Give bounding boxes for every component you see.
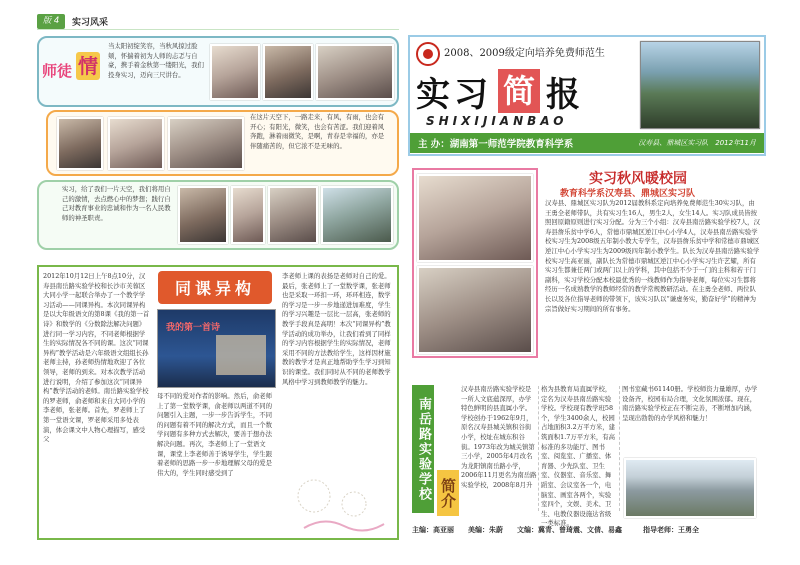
photo-teachers-group-3 (316, 44, 394, 100)
bubble-2-text: 在这片天空下，一路走来，有风，有雨，也会有开心；有阳光，微笑，也会有苦涩。我们迎着风奔跑，淋着雨微笑，是啊，青春是幸福的，亦是伴随痛苦的，但它浓不是无味的。 (250, 113, 385, 150)
photo-students-2 (231, 186, 265, 244)
school-name-vertical-text: 南岳路实验学校 (416, 396, 431, 502)
photo-teachers-group-2 (263, 44, 313, 100)
page-number-badge (37, 14, 65, 29)
article-column-1: 2012年10月12日上午8点10分，汉寿县南岳路实验学校和长沙市芙蓉区大同小学一起联合举办了一个教学学习活动——同课异构。本次同课异构是以大年级语文的第8课《我的第一首诗》和数学的《分数除法解决问题》进行同一学习内容，不同老师根据学生的实际情况各不同的课。这次“同课异构”教学活动是六年级语文组组长孙老师主持，孙老师热情地欢迎了各位领导，老师的到来。对本次教学活动进行说明，介绍了参加这次“同课异构”教学活动的老师。南岳路实验学校的罗老师，俞老师和来自大同小学的李老师，张老师。首先，罗老师上了第一堂语文课，罗老师采用多处表演，体会课文中人物心理描写，感受父 (43, 272, 150, 444)
school-emblem-icon (416, 42, 440, 66)
intro-divider-2 (619, 386, 620, 511)
intro-label-text: 简介 (439, 478, 457, 508)
school-name-vertical-banner (412, 385, 434, 513)
masthead-title-part-3: 报 (546, 74, 580, 115)
article-title-banner (158, 271, 272, 304)
photo-classroom-3 (168, 117, 244, 170)
photo-team-group-2 (417, 266, 533, 354)
masthead-title (416, 68, 636, 114)
dandelion-decoration-icon (284, 476, 394, 534)
photo-students-4 (321, 186, 393, 244)
photo-teachers-group-1 (210, 44, 260, 100)
article-column-2: 母不同的爱对作者的影响。然后，俞老师上了第一堂数学课，俞老师以两道不同的问题引入主题，一步一步告诉学生，不同的问题有着不同的解决方式，而且一个数学问题有多种方式去解决，要善于想办法解决问题。再次，李老师上了一堂语文课，课堂上李老师善于诱导学生，学生跟着老师的思路一步一步地理解父母的爱是伟大的，学生同时感受到了 (157, 392, 273, 477)
section-label: 实习风采 (72, 18, 109, 28)
photo-school-building (624, 458, 756, 518)
bubble-3-text: 实习，给了我们一片天空，我们将用自己的激情，去点燃心中的梦想；践行自己对教育事业的忠诚和作为一名人民教师的神圣职责。 (62, 185, 171, 222)
slide-title: 我的第一首诗 (166, 323, 221, 333)
slide-screen-shape (216, 335, 266, 375)
intro-label-badge (437, 470, 459, 516)
feature-subtitle: 教育科学系汉寿县、鼎城区实习队 (560, 189, 696, 199)
sponsor-text: 主 办：湖南第一师范学院教育科学系 (418, 139, 574, 150)
intro-column-1: 汉寿县南岳路实验学校是一所人文底蕴深厚，办学特色鲜明的县直属小学。学校创办于1962年9月，原名汉寿县城关镇积谷街小学，校址在城东积谷街。1973年改为城关镇第三小学，2005年4月改名为龙阳镇南岳路小学，2006年11月更名为南岳路实验学校，2008年8月升 (461, 385, 537, 489)
badge-title-part-2: 情 (78, 54, 98, 78)
footer-credits: 主编：高亚丽 美编：朱蔚 文编：冀青、曾琦震、文倩、易鑫 指导老师：王勇全 (412, 525, 699, 534)
feature-text: 汉寿县、鼎城区实习队为2012届教科系定向培养免费师范生30实习队，由王勇全老师带队，共有实习生16人，男生2人，女生14人。实习队成员皆按照回原籍原则进行实习分配。分为三个小组：汉寿县南岳路实验学校7人，汉寿县詹乐贫中学6人，常德市鼎城区逆江中心小学4人，汉寿县南岳路实验学校实习生为2008级五年制小教大专学生，汉寿县詹乐贫中学和常德市鼎城区逆江中心小学实习生为2009级四年制小教学生。队长为汉寿县南岳路实验学校实习生高亚丽，副队长为常德市鼎城区逆江中心小学实习生许艺耀，所有实习生都兼任两门或两门以上的学科，其中包括不少于一门的主科和若干门副科，实习学校分配本校最优秀的一线教师作为指导老师，每位实习生都将经历一名成熟教学的教师经常的教学常规教研活动。在主勇全老师、两位队长以及各位指导老师的带领下，该实习队以“谦虚务实，勤奋好学”的精神为宗旨做好实习期间的所有事务。 (545, 199, 760, 313)
intro-divider-1 (538, 386, 539, 511)
article-column-3: 李老师上课的表扬是老师对自己的爱。最后，张老师上了一堂数学课，张老师也是采取一环扣一环，环环相连，数学的学习是一步一步地递进加难度，学生的学习兴趣是一层比一层高，张老师的教学手段真是高明！本次“同课异构”教学活动的成功举办，让我们看到了同样的学习内容根据学生的实际情况，老师采用不同的方法教给学生，这样因材施教的教学才是真正地帮助学生学习到知识的课堂。我们同时从不同的老师教学风格中学习到教师教学的魅力。 (282, 272, 391, 386)
masthead-title-part-2: 简 (498, 69, 540, 113)
page-number-text: 版 4 (42, 16, 60, 26)
badge-title-part-1: 师徒 (42, 62, 73, 80)
bubble-1-text: 当太阳初绽笑容，当秋风掠过脸颊，怀揣着初为人师的忐忑与自豪，携手着金秋第一缕阳光，我们投身实习，迈向三尺讲台。 (108, 42, 204, 79)
issue-info-text: 汉寿县、鼎城区实习队 2012年11月 (638, 139, 756, 147)
article-title: 同课异构 (174, 279, 255, 298)
intro-column-3: 图书室藏书61140册。学校师资力量雄厚，办学设备齐，校园布局合理，文化氛围浓郁。现在，南岳路实验学校正在不断完善，不断增加内涵，呈现出勃勃的办学风格和魅力！ (622, 385, 758, 422)
lesson-slide-photo (157, 309, 276, 388)
photo-students-3 (268, 186, 318, 244)
feature-title: 实习秋风暖校园 (589, 171, 687, 187)
photo-campus-building (640, 41, 760, 129)
intro-column-2: 格为县教育局直属学校，定名为汉寿县南岳路实验学校。学校现有教学班58个，学生3400余人，校园占地面积3.2万平方米，建筑面积1.7万平方米，有高标准的多功能厅、图书室、阅览室、广播室、体育器、少先队室、卫生室、仪器室、音乐室、舞蹈室、会议室各一个，电脑室、画室各两个，实验室四个，文娱、美术、卫生、电教仪器设施达省级一类标准。 (541, 385, 616, 528)
masthead-class-line: 2008、2009级定向培养免费师范生 (444, 48, 605, 59)
photo-team-group-1 (417, 174, 533, 262)
masthead-pinyin: SHIXIJIANBAO (426, 114, 568, 128)
badge-title (42, 52, 100, 92)
masthead-title-part-1: 实习 (416, 74, 492, 115)
photo-classroom-2 (108, 117, 164, 170)
photo-students-1 (178, 186, 228, 244)
photo-classroom-1 (57, 117, 103, 170)
masthead-sponsor-band (410, 133, 764, 153)
